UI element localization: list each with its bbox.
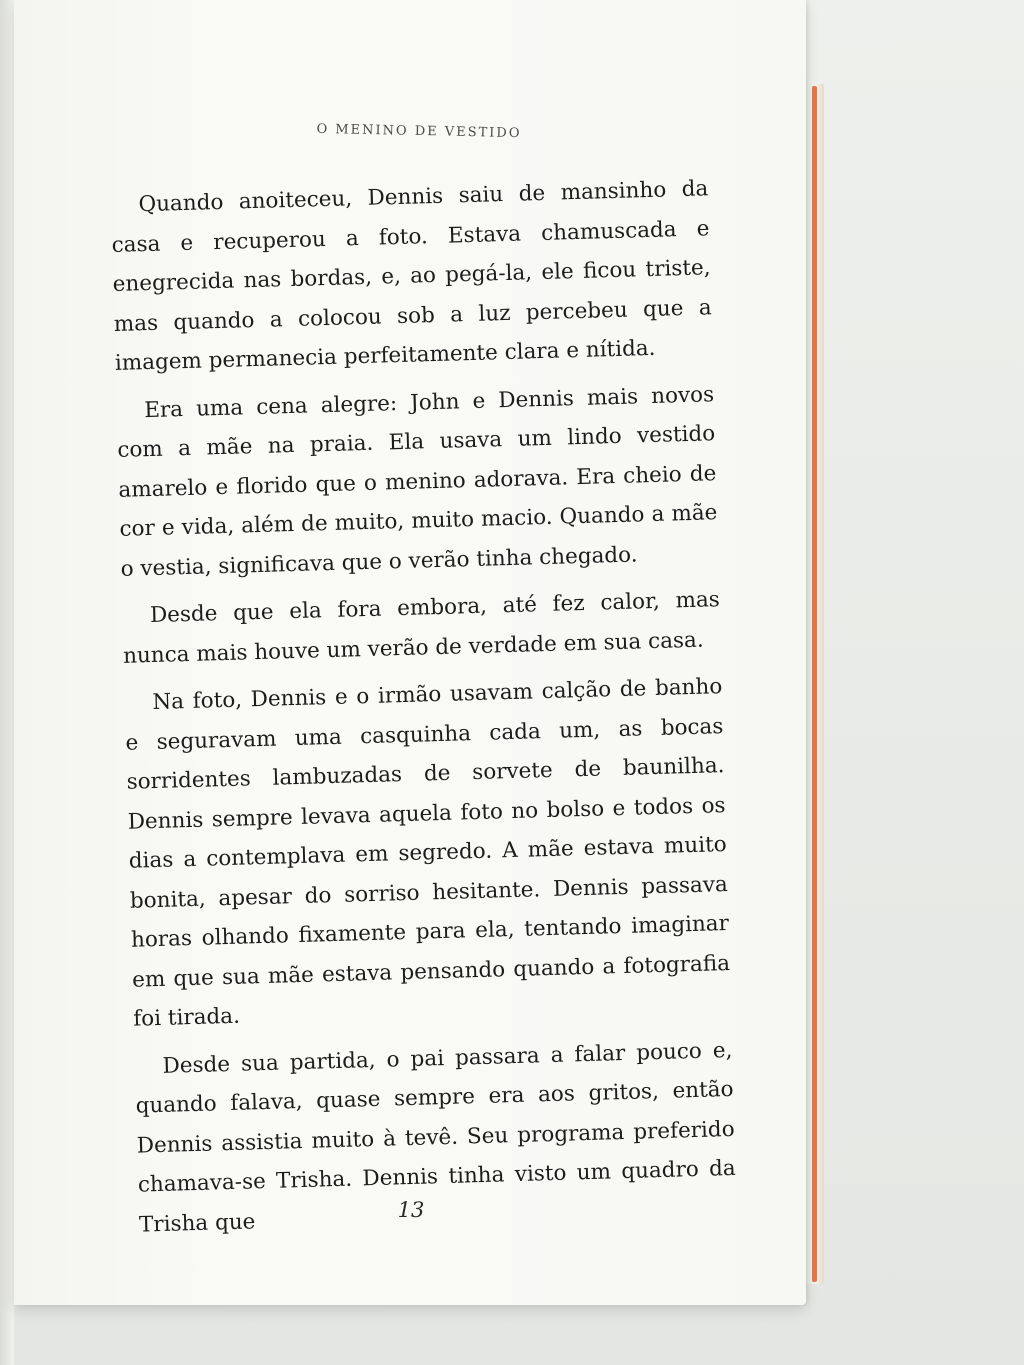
page-number: 13 — [397, 1198, 425, 1222]
paragraph-1: Quando anoiteceu, Dennis saiu de mansinho da casa e recuperou a foto. Estava chamuscada e enegrecida nas bordas, e, ao pegá-la, ele ficou triste, mas quando a colocou sob a luz percebeu que a imagem permanecia perfeitamente clara e nítida. — [111, 176, 712, 376]
paragraph-4: Na foto, Dennis e o irmão usavam calção de banho e seguravam uma casquinha cada um, as bocas sorridentes lambuzadas de sorvete de baunilha. Dennis sempre levava aquela foto no bolso e todos os dias a contemplava em segredo. A mãe estava muito bonita, apesar do sorriso hesitante. Dennis passava horas olhando fixamente para ela, tentando imaginar em que sua mãe estava pensando quando a fotografia foi tirada. — [125, 674, 731, 1032]
paragraph-3: Desde que ela fora embora, até fez calor, mas nunca mais houve um verão de verdade em sua casa. — [122, 587, 721, 669]
body-text — [110, 169, 738, 1252]
book-page — [14, 0, 806, 1305]
facing-page-edge — [0, 0, 14, 1365]
paragraph-5: Desde sua partida, o pai passara a falar pouco e, quando falava, quase sempre era aos gritos, então Dennis assistia muito à tevê. Seu programa preferido chamava-se Trisha. Dennis tinha visto um quadro da Trisha que — [135, 1037, 737, 1238]
cover-edge-accent — [812, 86, 817, 1282]
paragraph-2: Era uma cena alegre: John e Dennis mais novos com a mãe na praia. Ela usava um lindo vestido amarelo e florido que o menino adorava. Era cheio de cor e vida, além de muito, muito macio. Quando a mãe o vestia, significava que o verão tinha chegado. — [117, 381, 718, 582]
running-head: O MENINO DE VESTIDO — [316, 121, 522, 142]
